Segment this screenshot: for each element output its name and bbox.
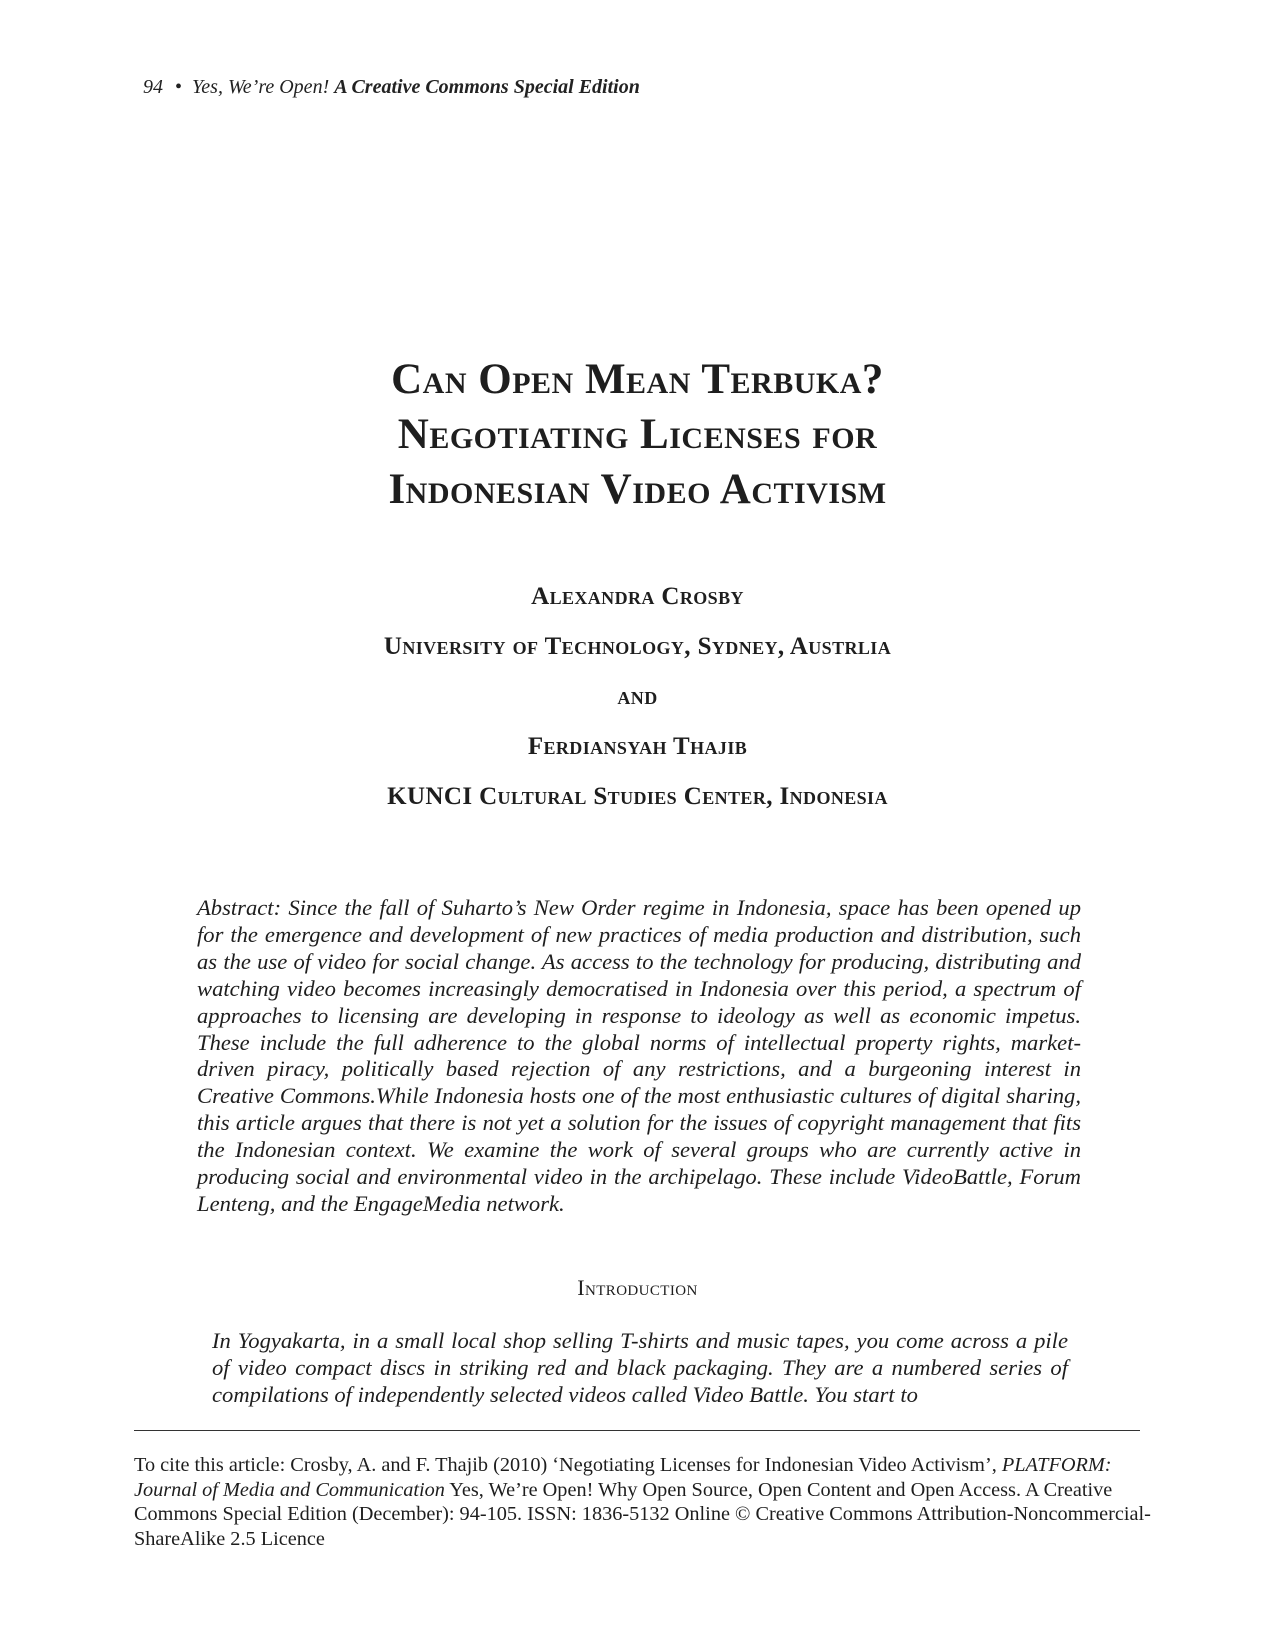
affiliation-2-name: Cultural Studies Center, Indonesia <box>472 783 888 810</box>
author-1: Alexandra Crosby <box>531 583 744 610</box>
abstract-label: Abstract: <box>197 895 282 920</box>
title-line-1: Can Open Mean Terbuka? <box>391 356 884 403</box>
title-line-3: Indonesian Video Activism <box>388 466 887 513</box>
affiliation-2 <box>200 783 1075 811</box>
article-title <box>200 352 1075 517</box>
affiliation-2-acronym: KUNCI <box>387 783 473 810</box>
title-line-2: Negotiating Licenses for <box>397 411 878 458</box>
series-edition: A Creative Commons Special Edition <box>334 76 640 98</box>
bullet-separator: • <box>175 76 183 98</box>
abstract-text: Since the fall of Suharto’s New Order regime in Indonesia, space has been opened up for the emergence and development of new practices of media production and distribution, such as the use of video for social change. As access to the technology for producing, distributing and watching video becomes increasingly democratised in Indonesia over this period, a spectrum of approaches to licensing are developing in response to ideology as well as economic impetus. These include the full adherence to the global norms of intellectual property rights, market-driven piracy, politically based rejection of any restrictions, and a burgeoning interest in Creative Commons.While Indonesia hosts one of the most enthusiastic cultures of digital sharing, this article argues that there is not yet a solution for the issues of copyright management that fits the Indonesian context. We examine the work of several groups who are currently active in producing social and environmental video in the archipelago. These include VideoBattle, Forum Lenteng, and the EngageMedia network. <box>197 895 1081 1216</box>
citation-note <box>134 1453 1154 1551</box>
author-2: Ferdiansyah Thajib <box>527 733 748 760</box>
citation-journal: PLATFORM: Journal of Media and Communication <box>134 1454 1112 1501</box>
citation-part-2: Yes, We’re Open! Why Open Source, Open Content and Open Access. A Creative Commons Special Edition (December): 94-105. ISSN: 1836-5132 Online © Creative Commons Attribution-Noncommercial-ShareAlike 2.5 Licence <box>134 1478 1151 1550</box>
author-conjunction: and <box>617 683 658 710</box>
page-number: 94 <box>143 76 163 98</box>
citation-part-1: To cite this article: Crosby, A. and F. Thajib (2010) ‘Negotiating Licenses for Indonesian Video Activism’, <box>134 1454 1002 1476</box>
affiliation-1: University of Technology, Sydney, Austrlia <box>383 633 892 660</box>
introduction-paragraph: In Yogyakarta, in a small local shop selling T-shirts and music tapes, you come across a pile of video compact discs in striking red and black packaging. They are a numbered series of compilations of independently selected videos called Video Battle. You start to <box>212 1328 1068 1407</box>
section-heading-introduction: Introduction <box>577 1275 698 1300</box>
abstract <box>197 895 1081 1218</box>
series-title: Yes, We’re Open! <box>192 76 330 98</box>
running-head <box>143 76 640 99</box>
footnote-divider <box>134 1430 1140 1431</box>
